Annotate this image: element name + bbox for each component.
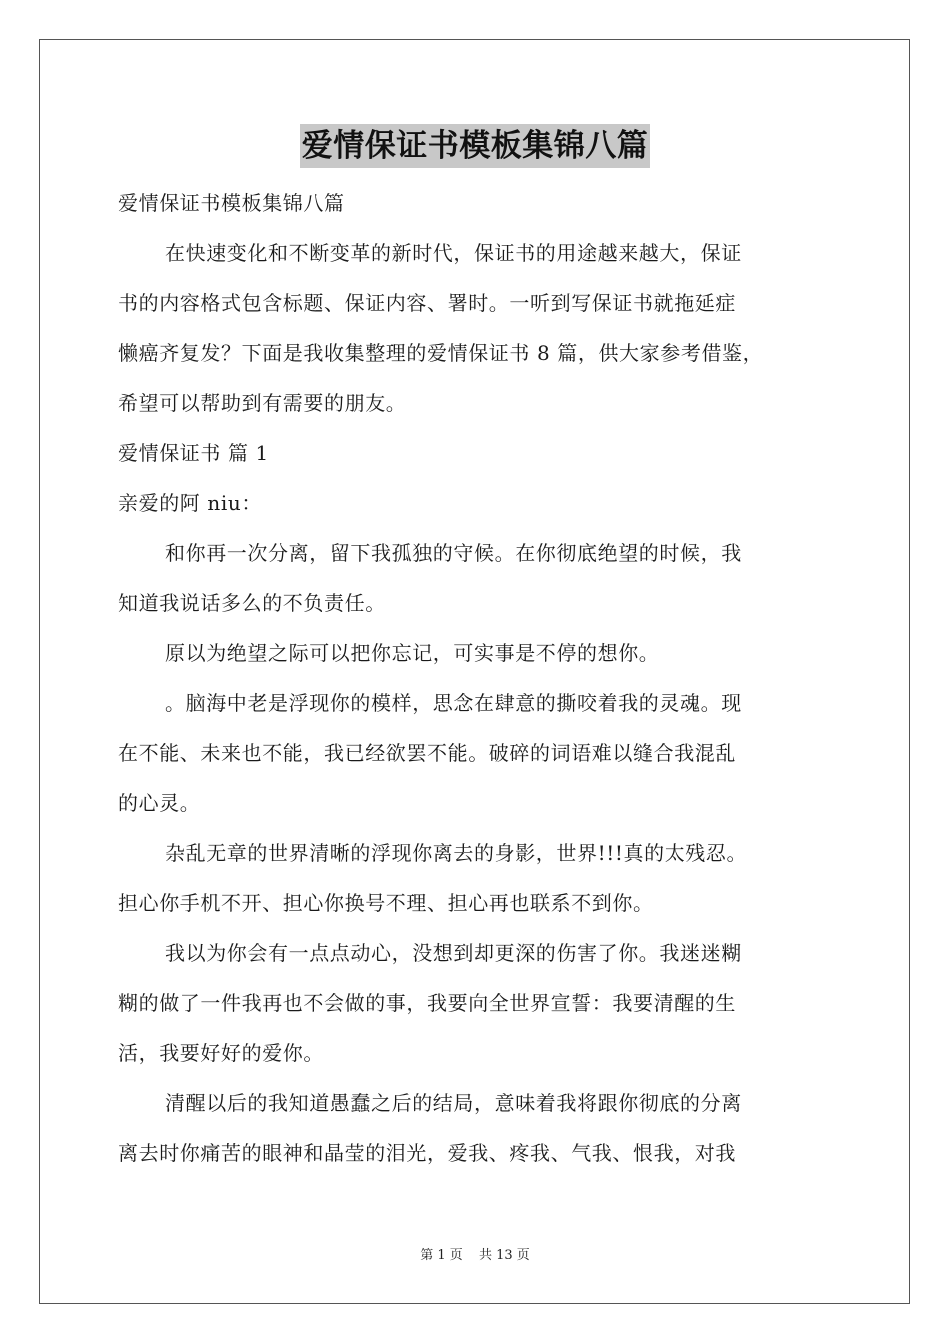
text-line: 希望可以帮助到有需要的朋友。: [118, 391, 407, 415]
text-line: 清醒以后的我知道愚蠢之后的结局，意味着我将跟你彻底的分离: [165, 1091, 742, 1115]
text-line: 我以为你会有一点点动心，没想到却更深的伤害了你。我迷迷糊: [165, 941, 742, 965]
text-line: 。脑海中老是浮现你的模样，思念在肆意的撕咬着我的灵魂。现: [165, 691, 742, 715]
page-total: 共 13 页: [478, 1248, 530, 1263]
text-line: 在快速变化和不断变革的新时代，保证书的用途越来越大，保证: [165, 241, 742, 265]
page-number: 第 1 页: [420, 1248, 463, 1263]
text-line: 活，我要好好的爱你。: [118, 1041, 324, 1065]
text-line: 知道我说话多么的不负责任。: [118, 591, 386, 615]
text-line: 担心你手机不开、担心你换号不理、担心再也联系不到你。: [118, 891, 654, 915]
text-line: 杂乱无章的世界清晰的浮现你离去的身影，世界!!!真的太残忍。: [165, 841, 748, 865]
text-line: 在不能、未来也不能，我已经欲罢不能。破碎的词语难以缝合我混乱: [118, 741, 736, 765]
text-line: 亲爱的阿 niu：: [118, 491, 262, 515]
text-line: 原以为绝望之际可以把你忘记，可实事是不停的想你。: [165, 641, 660, 665]
text-line: 书的内容格式包含标题、保证内容、署时。一听到写保证书就拖延症: [118, 291, 736, 315]
text-line: 离去时你痛苦的眼神和晶莹的泪光，爱我、疼我、气我、恨我，对我: [118, 1141, 736, 1165]
text-line: 爱情保证书 篇 1: [118, 441, 269, 465]
page-footer: [0, 1247, 950, 1265]
text-line: 和你再一次分离，留下我孤独的守候。在你彻底绝望的时候，我: [165, 541, 742, 565]
document-title: 爱情保证书模板集锦八篇: [300, 124, 651, 168]
text-line: 糊的做了一件我再也不会做的事，我要向全世界宣誓：我要清醒的生: [118, 991, 736, 1015]
text-line: 的心灵。: [118, 791, 201, 815]
document-body: [118, 178, 853, 1178]
text-line: 懒癌齐复发？下面是我收集整理的爱情保证书 8 篇，供大家参考借鉴，: [118, 341, 764, 365]
title-container: [0, 124, 950, 168]
text-line: 爱情保证书模板集锦八篇: [118, 191, 345, 215]
